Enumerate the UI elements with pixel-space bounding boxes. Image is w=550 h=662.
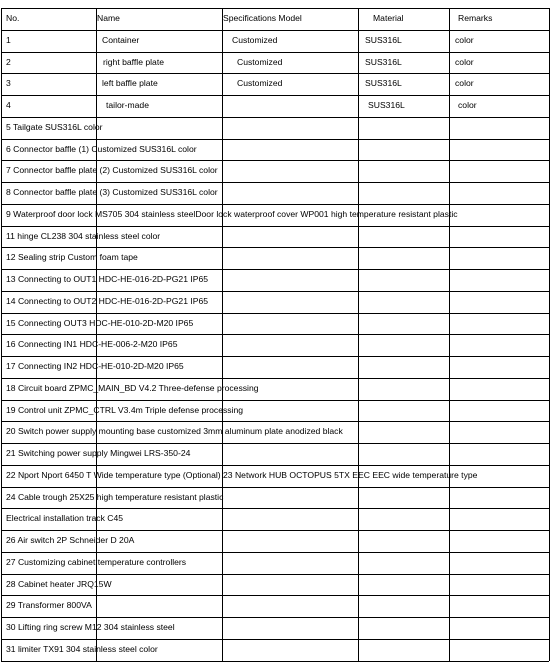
cell-remarks: color xyxy=(455,56,474,67)
row-rule xyxy=(1,139,549,140)
row-rule xyxy=(1,204,549,205)
table-row-text: 24 Cable trough 25X25 high temperature resistant plastic xyxy=(6,491,224,502)
cell-remarks: color xyxy=(455,34,474,45)
row-rule xyxy=(1,269,549,270)
table-row-text: 30 Lifting ring screw M12 304 stainless steel xyxy=(6,622,175,632)
row-rule xyxy=(1,617,549,618)
table-row-text: 27 Customizing cabinet temperature controllers xyxy=(6,556,187,567)
row-rule xyxy=(1,508,549,509)
row-rule xyxy=(1,52,549,53)
table-row-text: 6 Connector baffle (1) Customized SUS316L color xyxy=(6,143,197,154)
cell-no: 2 xyxy=(6,56,11,67)
row-rule xyxy=(1,95,549,96)
column-rule xyxy=(1,8,2,661)
row-rule xyxy=(1,8,549,9)
header-name: Name xyxy=(97,13,120,23)
row-rule xyxy=(1,595,549,596)
row-rule xyxy=(1,30,549,31)
cell-spec: Customized xyxy=(237,56,283,67)
cell-name: left baffle plate xyxy=(102,78,158,89)
table-row-text: 5 Tailgate SUS316L color xyxy=(6,121,103,132)
table-row-text: 21 Switching power supply Mingwei LRS-350-24 xyxy=(6,448,191,458)
row-rule xyxy=(1,378,549,379)
cell-name: Container xyxy=(102,34,140,45)
row-rule xyxy=(1,465,549,466)
cell-name: tailor-made xyxy=(106,100,149,110)
header-spec: Specifications Model xyxy=(223,13,302,23)
header-no: No. xyxy=(6,13,20,23)
table-row-text: 17 Connecting IN2 HDC-HE-010-2D-M20 IP65 xyxy=(6,361,184,371)
row-rule xyxy=(1,160,549,161)
cell-material: SUS316L xyxy=(365,78,402,89)
table-row-text: 22 Nport Nport 6450 T Wide temperature type (Optional) 23 Network HUB OCTOPUS 5TX EEC EEC wide temperature type xyxy=(6,469,478,480)
row-rule xyxy=(1,400,549,401)
cell-no: 3 xyxy=(6,78,11,89)
row-rule xyxy=(1,226,549,227)
column-rule xyxy=(358,8,359,661)
cell-material: SUS316L xyxy=(368,100,405,110)
row-rule xyxy=(1,639,549,640)
row-rule xyxy=(1,661,549,662)
cell-spec: Customized xyxy=(237,78,283,89)
row-rule xyxy=(1,356,549,357)
row-rule xyxy=(1,487,549,488)
table-row-text: 14 Connecting to OUT2 HDC-HE-016-2D-PG21 IP65 xyxy=(6,295,209,306)
row-rule xyxy=(1,530,549,531)
table-row-text: 16 Connecting IN1 HDC-HE-006-2-M20 IP65 xyxy=(6,339,178,350)
table-row-text: 19 Control unit ZPMC_CTRL V3.4m Triple defense processing xyxy=(6,404,244,415)
cell-material: SUS316L xyxy=(365,34,402,45)
row-rule xyxy=(1,73,549,74)
cell-material: SUS316L xyxy=(365,56,402,67)
table-row-text: 31 limiter TX91 304 stainless steel color xyxy=(6,643,158,654)
cell-no: 1 xyxy=(6,34,11,45)
table-row-text: 8 Connector baffle plate (3) Customized SUS316L color xyxy=(6,187,218,197)
table-row-text: 15 Connecting OUT3 HDC-HE-010-2D-M20 IP65 xyxy=(6,317,194,328)
column-rule xyxy=(449,8,450,661)
table-row-text: 18 Circuit board ZPMC_MAIN_BD V4.2 Three-defense processing xyxy=(6,382,259,393)
column-rule xyxy=(222,8,223,661)
table-row-text: 26 Air switch 2P Schneider D 20A xyxy=(6,535,135,545)
row-rule xyxy=(1,291,549,292)
table-row-text: 13 Connecting to OUT1 HDC-HE-016-2D-PG21 IP65 xyxy=(6,274,209,284)
row-rule xyxy=(1,117,549,118)
table-row-text: 11 hinge CL238 304 stainless steel color xyxy=(6,230,161,241)
row-rule xyxy=(1,443,549,444)
table-row-text: 12 Sealing strip Custom foam tape xyxy=(6,252,138,263)
header-remarks: Remarks xyxy=(458,13,493,23)
table-row-text: 7 Connector baffle plate (2) Customized SUS316L color xyxy=(6,165,218,176)
cell-name: right baffle plate xyxy=(103,56,164,67)
cell-spec: Customized xyxy=(232,34,278,45)
row-rule xyxy=(1,552,549,553)
cell-remarks: color xyxy=(458,100,477,110)
row-rule xyxy=(1,182,549,183)
table-row-text: 28 Cabinet heater JRQ15W xyxy=(6,578,112,589)
table-row-text: 9 Waterproof door lock MS705 304 stainless steelDoor lock waterproof cover WP001 high temperature resistant plastic xyxy=(6,208,458,219)
cell-no: 4 xyxy=(6,100,11,110)
row-rule xyxy=(1,313,549,314)
table-row-text: 20 Switch power supply mounting base customized 3mm aluminum plate anodized black xyxy=(6,426,343,437)
row-rule xyxy=(1,334,549,335)
cell-remarks: color xyxy=(455,78,474,89)
row-rule xyxy=(1,247,549,248)
row-rule xyxy=(1,574,549,575)
table-row-text: 29 Transformer 800VA xyxy=(6,600,92,611)
row-rule xyxy=(1,421,549,422)
table-row-text: Electrical installation track C45 xyxy=(6,513,124,524)
header-material: Material xyxy=(373,13,404,23)
